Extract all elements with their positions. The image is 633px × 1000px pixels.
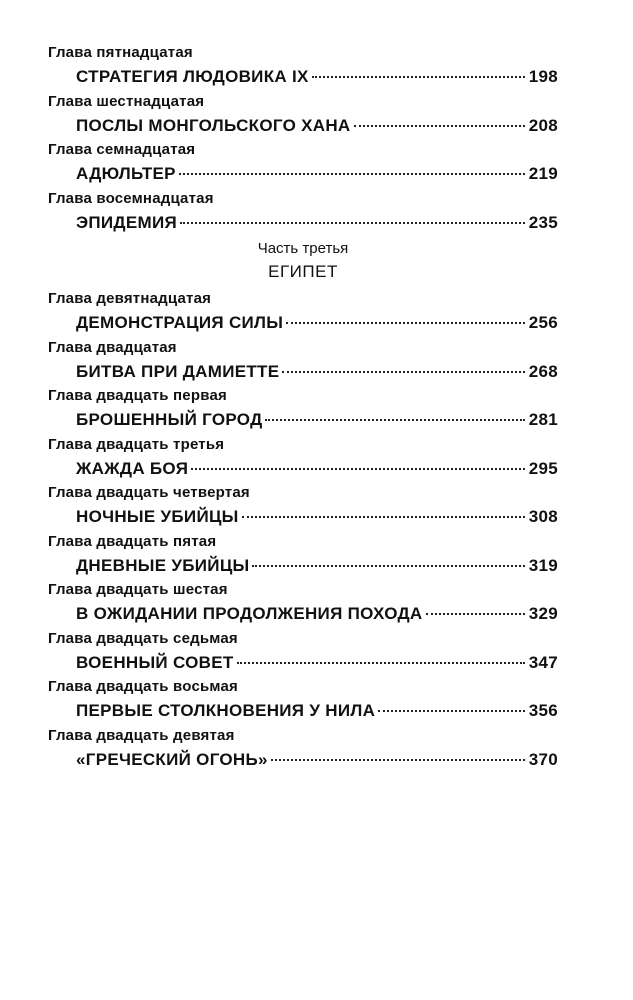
chapter-label: Глава двадцать четвертая [48, 484, 250, 501]
dot-leader [237, 662, 525, 664]
toc-chapter [48, 339, 558, 388]
table-of-contents [48, 44, 558, 775]
chapter-title: ДНЕВНЫЕ УБИЙЦЫ [76, 555, 250, 575]
chapter-label: Глава пятнадцатая [48, 44, 193, 61]
toc-chapter [48, 533, 558, 582]
part-heading [48, 238, 558, 290]
toc-entry[interactable] [76, 459, 558, 479]
chapter-label: Глава двадцать седьмая [48, 629, 238, 647]
toc-entry[interactable] [76, 750, 558, 770]
page-number: 329 [528, 604, 558, 623]
chapter-label: Глава двадцатая [48, 338, 177, 356]
toc-entry[interactable] [76, 556, 558, 576]
toc-chapter [48, 290, 558, 339]
dot-leader [354, 125, 525, 127]
chapter-title: ЭПИДЕМИЯ [76, 212, 177, 232]
toc-entry[interactable] [76, 67, 558, 87]
chapter-label: Глава шестнадцатая [48, 92, 205, 110]
page-number: 308 [528, 507, 558, 526]
dot-leader [312, 76, 525, 78]
toc-entry[interactable] [76, 116, 558, 136]
dot-leader [271, 759, 525, 761]
chapter-title: ПЕРВЫЕ СТОЛКНОВЕНИЯ У НИЛА [76, 701, 376, 720]
chapter-label: Глава двадцать пятая [48, 532, 217, 550]
chapter-title: В ОЖИДАНИИ ПРОДОЛЖЕНИЯ ПОХОДА [76, 604, 423, 623]
toc-entry[interactable] [76, 653, 558, 673]
toc-entry[interactable] [76, 410, 558, 430]
toc-entry[interactable] [76, 701, 558, 721]
chapter-label: Глава двадцать восьмая [48, 678, 238, 695]
toc-chapter [48, 484, 558, 533]
dot-leader [426, 613, 525, 615]
toc-chapter [48, 141, 558, 190]
chapter-label: Глава семнадцатая [48, 141, 196, 158]
chapter-title: НОЧНЫЕ УБИЙЦЫ [76, 507, 239, 526]
chapter-title: «ГРЕЧЕСКИЙ ОГОНЬ» [76, 749, 268, 769]
chapter-title: БИТВА ПРИ ДАМИЕТТЕ [76, 361, 280, 381]
chapter-label: Глава двадцать девятая [48, 726, 235, 744]
page-number: 219 [528, 164, 558, 183]
dot-leader [282, 371, 524, 373]
page-number: 235 [528, 212, 558, 232]
dot-leader [265, 419, 524, 421]
chapter-label: Глава девятнадцатая [48, 290, 212, 307]
page-number: 268 [528, 361, 558, 381]
page-number: 208 [528, 115, 558, 135]
chapter-title: БРОШЕННЫЙ ГОРОД [76, 410, 263, 429]
dot-leader [378, 710, 525, 712]
chapter-label: Глава двадцать шестая [48, 581, 228, 598]
toc-entry[interactable] [76, 313, 558, 333]
dot-leader [180, 222, 525, 224]
toc-entry[interactable] [76, 164, 558, 184]
toc-chapter [48, 93, 558, 142]
chapter-title: СТРАТЕГИЯ ЛЮДОВИКА IX [76, 67, 309, 86]
chapter-title: ЖАЖДА БОЯ [76, 458, 189, 478]
chapter-label: Глава двадцать третья [48, 435, 225, 453]
toc-entry[interactable] [76, 362, 558, 382]
page-number: 319 [528, 555, 558, 575]
chapter-title: ПОСЛЫ МОНГОЛЬСКОГО ХАНА [76, 115, 351, 135]
toc-chapter [48, 44, 558, 93]
page-number: 347 [528, 652, 558, 672]
page-number: 295 [528, 458, 558, 478]
dot-leader [242, 516, 525, 518]
toc-chapter [48, 727, 558, 776]
page-number: 256 [528, 313, 558, 332]
toc-chapter [48, 436, 558, 485]
chapter-label: Глава восемнадцатая [48, 189, 214, 207]
toc-chapter [48, 630, 558, 679]
dot-leader [252, 565, 524, 567]
page-number: 356 [528, 701, 558, 720]
toc-chapter [48, 678, 558, 727]
dot-leader [179, 173, 525, 175]
toc-chapter [48, 581, 558, 630]
toc-chapter [48, 190, 558, 239]
toc-chapter [48, 387, 558, 436]
toc-entry[interactable] [76, 604, 558, 624]
chapter-title: АДЮЛЬТЕР [76, 164, 176, 183]
chapter-title: ВОЕННЫЙ СОВЕТ [76, 652, 234, 672]
part-label: Часть третья [257, 240, 349, 257]
page-number: 370 [528, 749, 558, 769]
part-title: ЕГИПЕТ [268, 262, 338, 281]
dot-leader [286, 322, 525, 324]
page-number: 198 [528, 67, 558, 86]
toc-entry[interactable] [76, 213, 558, 233]
page-number: 281 [528, 410, 558, 429]
dot-leader [191, 468, 524, 470]
chapter-label: Глава двадцать первая [48, 387, 227, 404]
chapter-title: ДЕМОНСТРАЦИЯ СИЛЫ [76, 313, 284, 332]
toc-entry[interactable] [76, 507, 558, 527]
